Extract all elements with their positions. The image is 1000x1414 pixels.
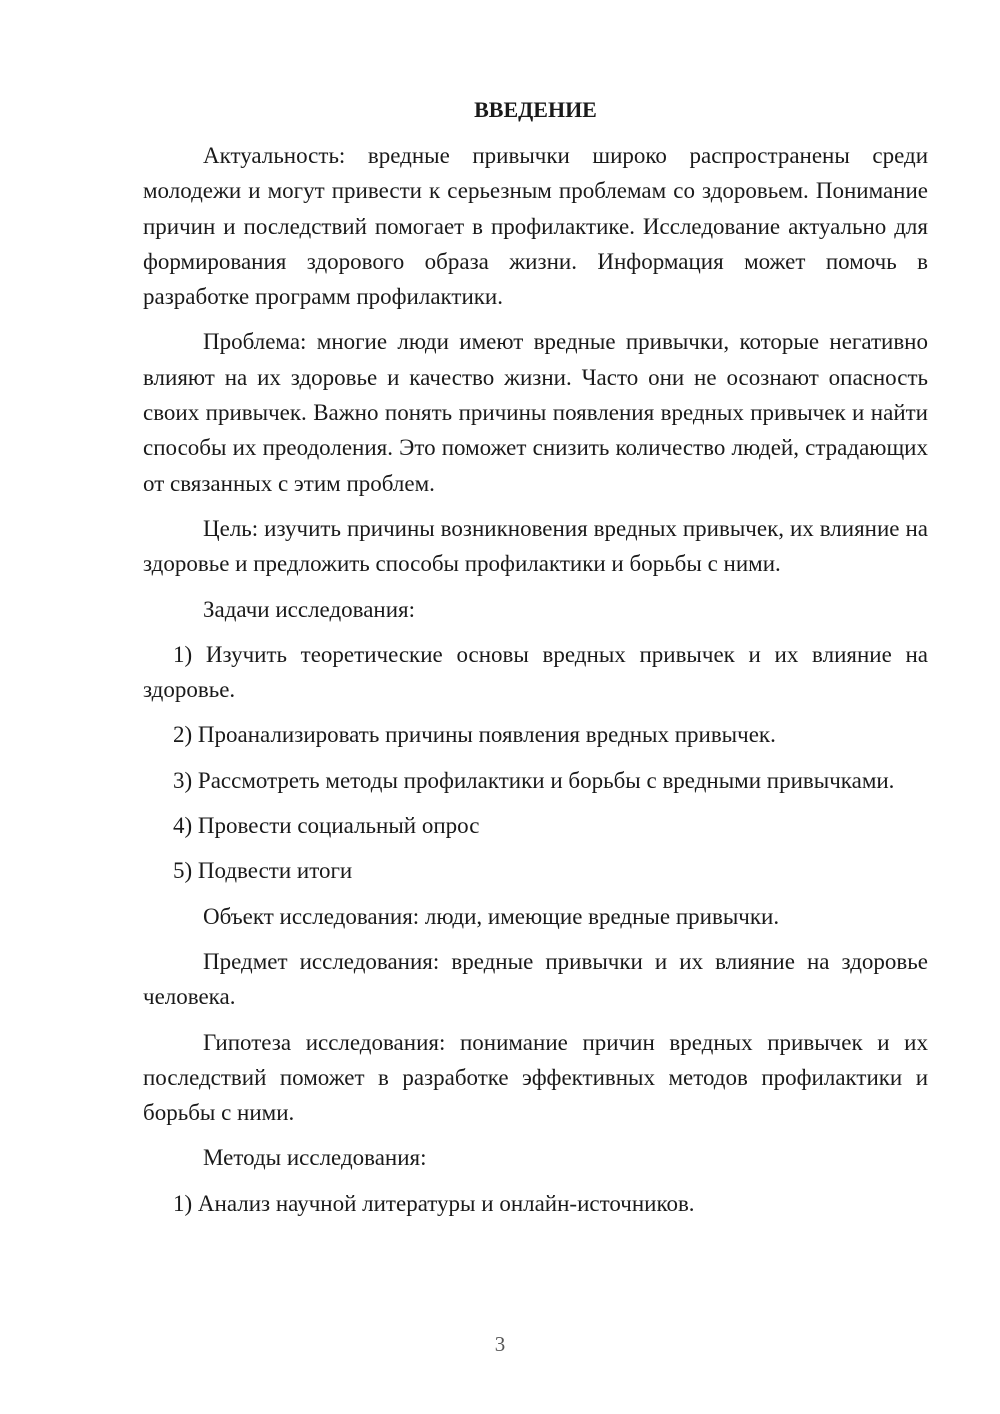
- research-object-paragraph: Объект исследования: люди, имеющие вредные привычки.: [203, 903, 780, 929]
- problem-paragraph: Проблема: многие люди имеют вредные привычки, которые негативно влияют на их здоровье и качество жизни. Часто они не осознают опасность своих привычек. Важно понять причины появления вредных привычек и найти способы их преодоления. Это поможет снизить количество людей, страдающих от связанных с этим проблем.: [143, 329, 928, 496]
- goal-paragraph: Цель: изучить причины возникновения вредных привычек, их влияние на здоровье и предложить способы профилактики и борьбы с ними.: [143, 515, 928, 577]
- task-item: 3) Рассмотреть методы профилактики и борьбы с вредными привычками.: [173, 767, 895, 793]
- task-item: 1) Изучить теоретические основы вредных привычек и их влияние на здоровье.: [143, 641, 928, 703]
- document-page: [143, 92, 928, 1231]
- tasks-heading: Задачи исследования:: [203, 596, 416, 622]
- page-number: 3: [494, 1332, 506, 1356]
- method-item: 1) Анализ научной литературы и онлайн-источников.: [173, 1190, 695, 1216]
- task-item: 5) Подвести итоги: [173, 858, 353, 884]
- hypothesis-paragraph: Гипотеза исследования: понимание причин вредных привычек и их последствий поможет в разработке эффективных методов профилактики и борьбы с ними.: [143, 1029, 928, 1126]
- task-item: 4) Провести социальный опрос: [173, 813, 480, 839]
- task-item: 2) Проанализировать причины появления вредных привычек.: [173, 722, 776, 748]
- methods-heading: Методы исследования:: [203, 1145, 427, 1171]
- relevance-paragraph: Актуальность: вредные привычки широко распространены среди молодежи и могут привести к серьезным проблемам со здоровьем. Понимание причин и последствий помогает в профилактике. Исследование актуально для формирования здорового образа жизни. Информация может помочь в разработке программ профилактики.: [143, 143, 928, 310]
- section-title: ВВЕДЕНИЕ: [474, 97, 597, 122]
- research-subject-paragraph: Предмет исследования: вредные привычки и их влияние на здоровье человека.: [143, 948, 928, 1010]
